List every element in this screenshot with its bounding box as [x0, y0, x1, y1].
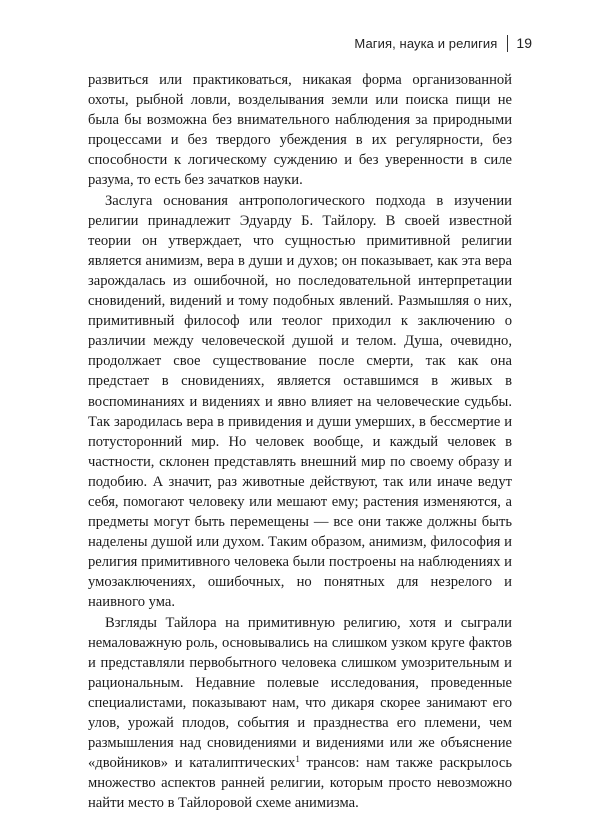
running-title: Магия, наука и религия [354, 35, 498, 51]
paragraph-3-text-a: Взгляды Тайлора на примитивную религию, хотя и сыграли немаловажную роль, основывались на слишком узком круге фактов и представляли первобытного человека слишком умозрительным и рациональным. Недавние полевые исследования, проведенные специалистами, показывают нам, что дикаря скорее занимают его улов, урожай плодов, события и празднества его племени, чем размышления над сновидениями и видениями или же объяснение «двойников» и каталиптических [88, 614, 512, 772]
running-head [354, 33, 532, 53]
page-number: 19 [516, 35, 532, 51]
body-text [88, 70, 512, 813]
footnote-marker: 1 [295, 754, 300, 765]
paragraph-3 [88, 613, 512, 813]
paragraph-2: Заслуга основания антропологического подхода в изучении религии принадлежит Эдуарду Б. Тайлору. В своей известной теории он утверждает, что сущностью примитивной религии является анимизм, вера в души и духов; он показывает, как эта вера зарождалась из ошибочной, но последовательной интерпретации сновидений, видений и тому подобных явлений. Размышляя о них, примитивный философ или теолог приходил к заключению о различии между человеческой душой и телом. Душа, очевидно, продолжает свое существование после смерти, так как она предстает в сновидениях, является оставшимся в живых в воспоминаниях и видениях и явно влияет на человеческие судьбы. Так зародилась вера в привидения и души умерших, в бессмертие и потусторонний мир. Но человек вообще, и каждый человек в частности, склонен представлять внешний мир по своему образу и подобию. А значит, раз животные действуют, так или иначе ведут себя, помогают человеку или мешают ему; растения изменяются, а предметы могут быть перемещены — все они также должны быть наделены душой или духом. Таким образом, анимизм, философия и религия примитивного человека были построены на наблюдениях и умозаключениях, ошибочных, но понятных для незрелого и наивного ума. [88, 192, 512, 611]
paragraph-1: развиться или практиковаться, никакая форма организованной охоты, рыбной ловли, возделывания земли или поиска пищи не была бы возможна без внимательного наблюдения за природными процессами и без твердого убеждения в их регулярности, без способности к логическому суждению и без уверенности в силе разума, то есть без зачатков науки. [88, 72, 512, 189]
paragraph-3-text-b: трансов: нам также раскрылось множество аспектов ранней религии, которым просто невозможно найти место в Тайлоровой схеме анимизма. [88, 755, 512, 812]
header-divider [507, 35, 508, 52]
